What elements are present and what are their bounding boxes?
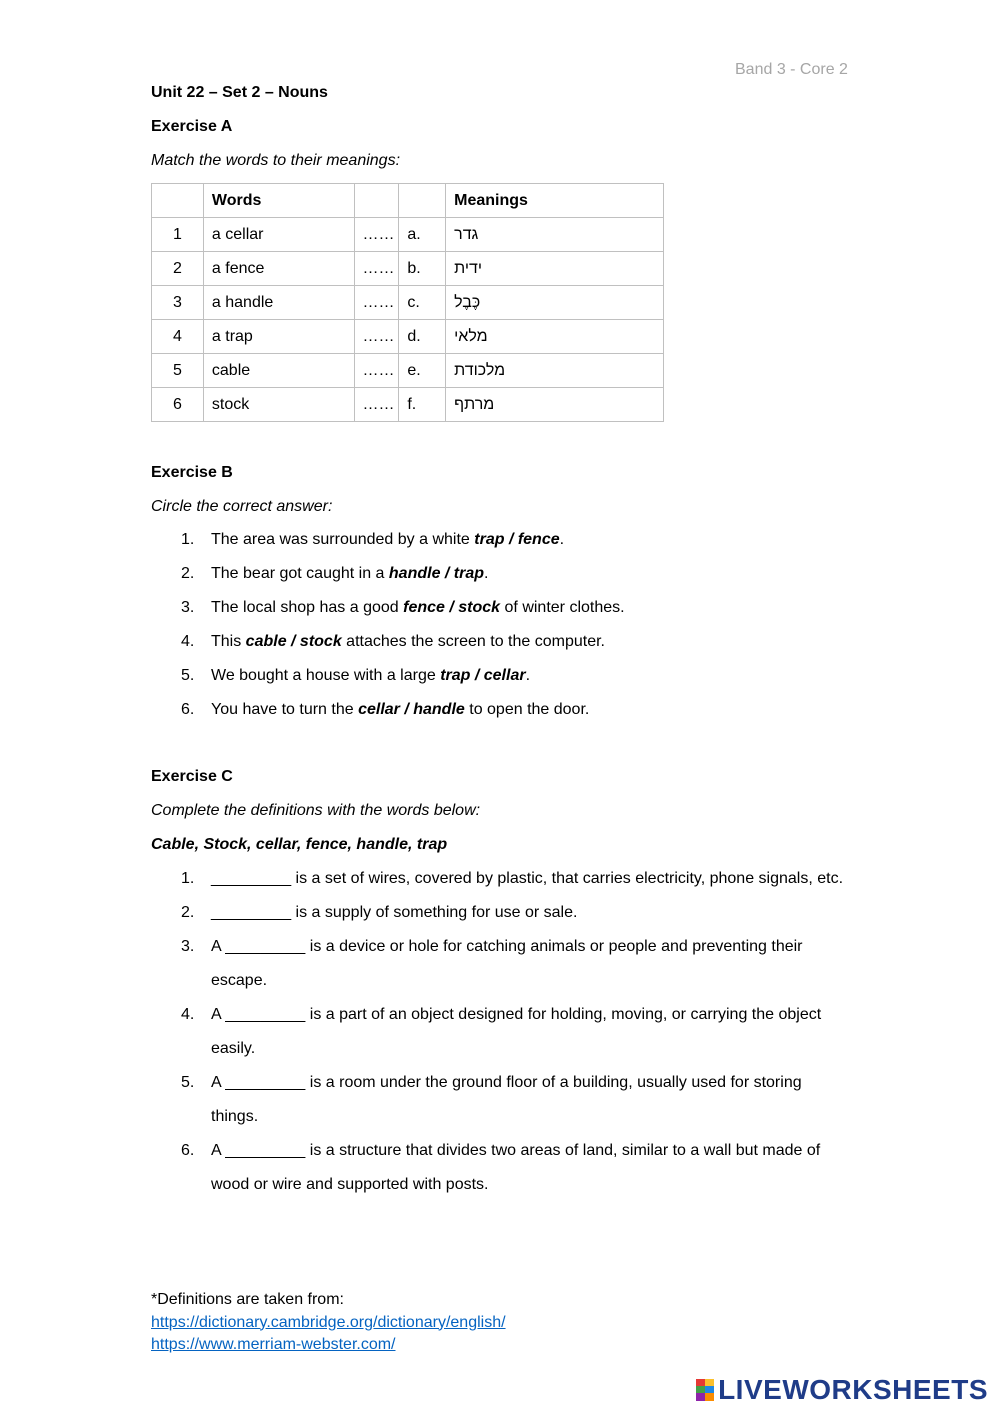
exercise-c-instruction: Complete the definitions with the words below: <box>151 802 481 819</box>
list-item <box>151 1134 851 1202</box>
list-item <box>151 896 851 930</box>
list-item <box>151 591 851 625</box>
row-number: 1 <box>152 218 204 252</box>
item-text: The area was surrounded by a white <box>211 531 475 548</box>
list-item <box>151 998 851 1066</box>
item-text-end: attaches the screen to the computer. <box>341 633 605 650</box>
item-text-end: of winter clothes. <box>500 599 625 616</box>
definition-text[interactable]: A _________ is a structure that divides two areas of land, similar to a wall but made of wood or wire and supported with posts. <box>211 1142 821 1193</box>
table-row <box>152 320 664 354</box>
row-word: cable <box>203 354 354 388</box>
definition-text[interactable]: A _________ is a part of an object designed for holding, moving, or carrying the object easily. <box>211 1006 822 1057</box>
exercise-a-heading: Exercise A <box>151 118 233 135</box>
exercise-a-instruction: Match the words to their meanings: <box>151 152 401 169</box>
word-bank: Cable, Stock, cellar, fence, handle, trap <box>151 836 448 853</box>
answer-choice[interactable]: handle / trap <box>388 565 485 582</box>
answer-choice[interactable]: cable / stock <box>245 633 342 650</box>
row-letter: d. <box>399 320 446 354</box>
item-text: This <box>211 633 246 650</box>
row-word: stock <box>203 388 354 422</box>
answer-blank[interactable]: …… <box>354 354 399 388</box>
logo-mark-icon <box>696 1379 714 1401</box>
row-letter: b. <box>399 252 446 286</box>
row-number: 6 <box>152 388 204 422</box>
merriam-webster-link[interactable]: https://www.merriam-webster.com/ <box>151 1336 396 1353</box>
item-text-end: to open the door. <box>464 701 590 718</box>
logo-square <box>696 1393 705 1401</box>
row-letter: e. <box>399 354 446 388</box>
row-number: 3 <box>152 286 204 320</box>
answer-blank[interactable]: …… <box>354 286 399 320</box>
table-row <box>152 252 664 286</box>
list-item <box>151 557 851 591</box>
row-letter: c. <box>399 286 446 320</box>
list-item <box>151 659 851 693</box>
item-number: 4. <box>181 1006 195 1023</box>
answer-choice[interactable]: trap / cellar <box>440 667 526 684</box>
row-letter: a. <box>399 218 446 252</box>
definition-text[interactable]: _________ is a supply of something for use or sale. <box>211 904 578 921</box>
definition-text[interactable]: _________ is a set of wires, covered by plastic, that carries electricity, phone signals, etc. <box>211 870 844 887</box>
table-header-row <box>152 184 664 218</box>
liveworksheets-logo[interactable] <box>696 1374 988 1406</box>
logo-square <box>696 1386 705 1393</box>
list-item <box>151 1066 851 1134</box>
footer-note: *Definitions are taken from: <box>151 1291 344 1308</box>
header-letter-cell <box>399 184 446 218</box>
item-text-end: . <box>484 565 489 582</box>
header-blank-cell <box>354 184 399 218</box>
item-number: 4. <box>181 633 195 650</box>
answer-choice[interactable]: cellar / handle <box>358 701 465 718</box>
exercise-b-instruction: Circle the correct answer: <box>151 498 333 515</box>
list-item <box>151 693 851 727</box>
logo-square <box>705 1393 714 1401</box>
row-meaning: ידית <box>446 252 664 286</box>
row-meaning: מלכודת <box>446 354 664 388</box>
item-number: 6. <box>181 1142 195 1159</box>
exercise-c-heading: Exercise C <box>151 768 233 785</box>
matching-table <box>151 183 664 422</box>
row-number: 5 <box>152 354 204 388</box>
logo-square <box>705 1379 714 1386</box>
header-meanings: Meanings <box>446 184 664 218</box>
logo-square <box>705 1386 714 1393</box>
row-letter: f. <box>399 388 446 422</box>
list-item <box>151 930 851 998</box>
row-word: a cellar <box>203 218 354 252</box>
item-text: We bought a house with a large <box>211 667 441 684</box>
table-row <box>152 218 664 252</box>
item-text: The bear got caught in a <box>211 565 389 582</box>
row-word: a handle <box>203 286 354 320</box>
item-text-end: . <box>525 667 531 684</box>
logo-text: LIVEWORKSHEETS <box>718 1374 988 1405</box>
item-text: The local shop has a good <box>211 599 404 616</box>
row-meaning: גדר <box>446 218 664 252</box>
answer-blank[interactable]: …… <box>354 252 399 286</box>
header-num-cell <box>152 184 204 218</box>
logo-square <box>696 1379 705 1386</box>
item-number: 2. <box>181 904 195 921</box>
item-number: 5. <box>181 667 195 684</box>
answer-choice[interactable]: fence / stock <box>403 599 501 616</box>
row-word: a fence <box>203 252 354 286</box>
item-number: 5. <box>181 1074 195 1091</box>
row-number: 4 <box>152 320 204 354</box>
answer-blank[interactable]: …… <box>354 320 399 354</box>
exercise-b-heading: Exercise B <box>151 464 233 481</box>
exercise-c-list <box>151 862 851 1202</box>
definition-text[interactable]: A _________ is a room under the ground floor of a building, usually used for storing things. <box>211 1074 802 1125</box>
table-row <box>152 286 664 320</box>
item-number: 3. <box>181 599 195 616</box>
header-words: Words <box>203 184 354 218</box>
row-word: a trap <box>203 320 354 354</box>
cambridge-link[interactable]: https://dictionary.cambridge.org/dictionary/english/ <box>151 1313 506 1331</box>
row-meaning: מלאי <box>446 320 664 354</box>
row-meaning: מרתף <box>446 388 664 422</box>
item-number: 1. <box>181 870 195 887</box>
table-row <box>152 354 664 388</box>
page-header-band: Band 3 - Core 2 <box>735 61 848 78</box>
list-item <box>151 862 851 896</box>
answer-blank[interactable]: …… <box>354 388 399 422</box>
exercise-b-list <box>151 523 851 727</box>
answer-blank[interactable]: …… <box>354 218 399 252</box>
item-number: 3. <box>181 938 195 955</box>
row-meaning: כֶּבֶל <box>446 286 664 320</box>
item-number: 2. <box>181 565 195 582</box>
item-number: 6. <box>181 701 195 718</box>
footer-sources <box>151 1289 506 1357</box>
list-item <box>151 625 851 659</box>
answer-choice[interactable]: trap / fence <box>474 531 560 548</box>
item-number: 1. <box>181 531 195 548</box>
table-row <box>152 388 664 422</box>
page-title: Unit 22 – Set 2 – Nouns <box>151 84 328 101</box>
item-text: You have to turn the <box>211 701 359 718</box>
list-item <box>151 523 851 557</box>
definition-text[interactable]: A _________ is a device or hole for catching animals or people and preventing their escape. <box>211 938 803 989</box>
row-number: 2 <box>152 252 204 286</box>
item-text-end: . <box>559 531 565 548</box>
